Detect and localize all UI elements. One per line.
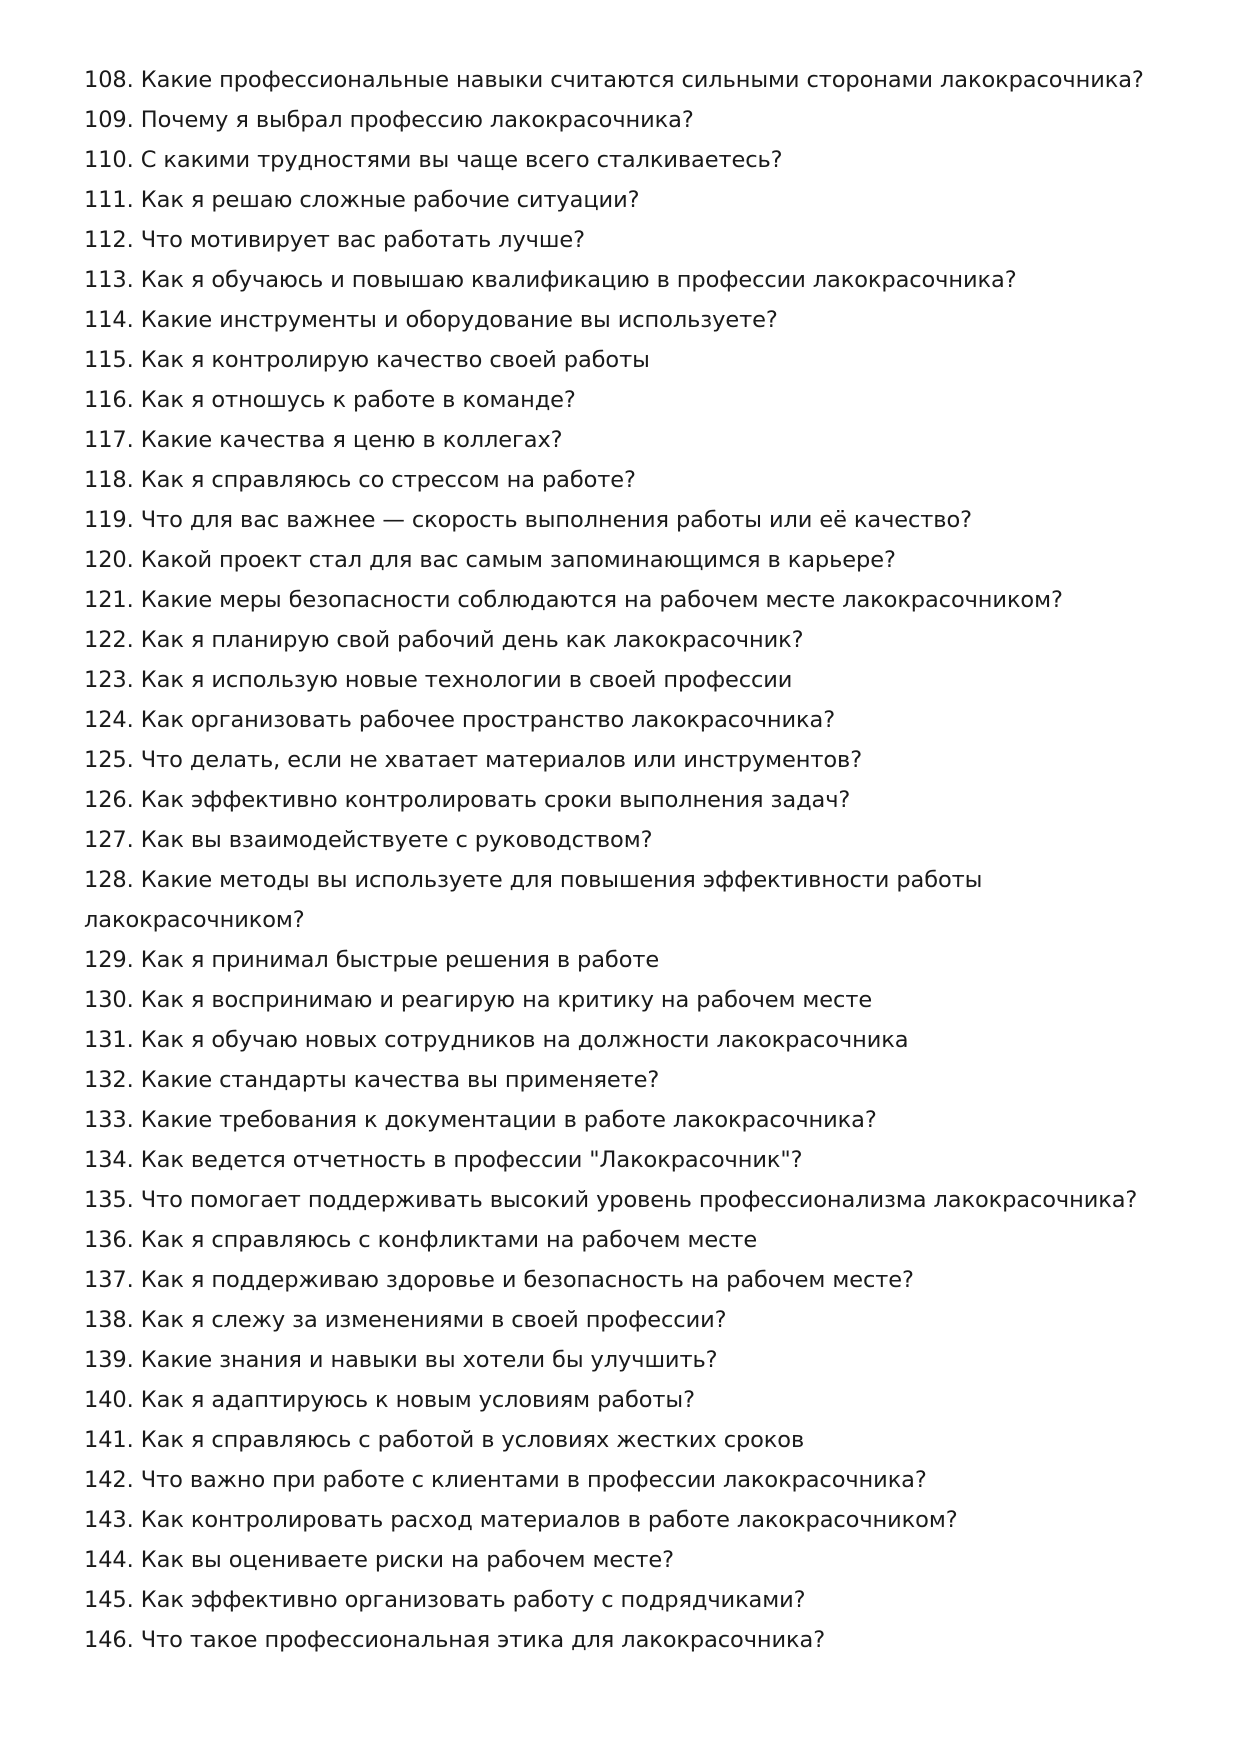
question-number: 129 . bbox=[84, 947, 141, 973]
question-text: Какие методы вы используете для повышения эффективности работы лакокрасочником? bbox=[84, 867, 983, 933]
question-number: 122 . bbox=[84, 627, 141, 653]
question-item bbox=[84, 500, 1174, 540]
question-text: Какой проект стал для вас самым запоминающимся в карьере? bbox=[140, 547, 896, 573]
question-item bbox=[84, 940, 1174, 980]
question-item bbox=[84, 220, 1174, 260]
question-item bbox=[84, 380, 1174, 420]
question-number: 115 . bbox=[84, 347, 141, 373]
question-item bbox=[84, 580, 1174, 620]
question-text: Что делать, если не хватает материалов или инструментов? bbox=[140, 747, 863, 773]
question-text: Как я обучаюсь и повышаю квалификацию в профессии лакокрасочника? bbox=[140, 267, 1017, 293]
question-number: 141 . bbox=[84, 1427, 141, 1453]
question-text: Как эффективно организовать работу с подрядчиками? bbox=[140, 1587, 806, 1613]
question-number: 133 . bbox=[84, 1107, 141, 1133]
question-item bbox=[84, 1460, 1174, 1500]
question-number: 117 . bbox=[84, 427, 141, 453]
question-text: Как я справляюсь со стрессом на работе? bbox=[140, 467, 636, 493]
question-text: Почему я выбрал профессию лакокрасочника? bbox=[140, 107, 694, 133]
question-text: Как организовать рабочее пространство лакокрасочника? bbox=[140, 707, 836, 733]
question-item bbox=[84, 1300, 1174, 1340]
question-text: Что для вас важнее — скорость выполнения работы или её качество? bbox=[140, 507, 972, 533]
question-item bbox=[84, 1020, 1174, 1060]
question-number: 146 . bbox=[84, 1627, 141, 1653]
question-item bbox=[84, 1540, 1174, 1580]
question-text: Как я отношусь к работе в команде? bbox=[140, 387, 576, 413]
question-number: 123 . bbox=[84, 667, 141, 693]
question-number: 125 . bbox=[84, 747, 141, 773]
question-text: Как я планирую свой рабочий день как лакокрасочник? bbox=[140, 627, 804, 653]
question-item bbox=[84, 260, 1174, 300]
question-number: 135 . bbox=[84, 1187, 141, 1213]
question-text: Как я справляюсь с работой в условиях жестких сроков bbox=[140, 1427, 805, 1453]
question-text: Как я контролирую качество своей работы bbox=[140, 347, 650, 373]
question-number: 111 . bbox=[84, 187, 141, 213]
question-number: 137 . bbox=[84, 1267, 141, 1293]
question-text: Какие меры безопасности соблюдаются на рабочем месте лакокрасочником? bbox=[140, 587, 1063, 613]
question-text: Как вы оцениваете риски на рабочем месте? bbox=[140, 1547, 674, 1573]
question-item bbox=[84, 700, 1174, 740]
question-text: Как я воспринимаю и реагирую на критику на рабочем месте bbox=[140, 987, 873, 1013]
question-text: Что мотивирует вас работать лучше? bbox=[140, 227, 585, 253]
question-item bbox=[84, 460, 1174, 500]
question-text: Как я использую новые технологии в своей профессии bbox=[140, 667, 793, 693]
question-item bbox=[84, 340, 1174, 380]
question-number: 127 . bbox=[84, 827, 141, 853]
question-text: Как контролировать расход материалов в работе лакокрасочником? bbox=[140, 1507, 958, 1533]
question-item bbox=[84, 740, 1174, 780]
question-number: 113 . bbox=[84, 267, 141, 293]
question-item bbox=[84, 980, 1174, 1020]
question-item bbox=[84, 1260, 1174, 1300]
question-item bbox=[84, 660, 1174, 700]
question-item bbox=[84, 860, 1174, 940]
question-text: Какие стандарты качества вы применяете? bbox=[140, 1067, 660, 1093]
question-text: Как я слежу за изменениями в своей профессии? bbox=[140, 1307, 727, 1333]
question-text: Как я решаю сложные рабочие ситуации? bbox=[140, 187, 640, 213]
question-item bbox=[84, 1500, 1174, 1540]
question-number: 120 . bbox=[84, 547, 141, 573]
question-number: 128 . bbox=[84, 867, 141, 893]
question-number: 132 . bbox=[84, 1067, 141, 1093]
question-number: 121 . bbox=[84, 587, 141, 613]
question-number: 145 . bbox=[84, 1587, 141, 1613]
question-number: 140 . bbox=[84, 1387, 141, 1413]
question-item bbox=[84, 1100, 1174, 1140]
question-text: Как вы взаимодействуете с руководством? bbox=[140, 827, 653, 853]
question-item bbox=[84, 1220, 1174, 1260]
question-item bbox=[84, 1180, 1174, 1220]
question-item bbox=[84, 1140, 1174, 1180]
question-item bbox=[84, 1340, 1174, 1380]
question-number: 144 . bbox=[84, 1547, 141, 1573]
question-list bbox=[84, 60, 1174, 1660]
question-item bbox=[84, 180, 1174, 220]
question-number: 109 . bbox=[84, 107, 141, 133]
question-number: 126 . bbox=[84, 787, 141, 813]
question-text: Что важно при работе с клиентами в профессии лакокрасочника? bbox=[140, 1467, 927, 1493]
question-number: 136 . bbox=[84, 1227, 141, 1253]
question-text: Какие требования к документации в работе лакокрасочника? bbox=[140, 1107, 877, 1133]
question-text: Что такое профессиональная этика для лакокрасочника? bbox=[140, 1627, 826, 1653]
question-number: 110 . bbox=[84, 147, 141, 173]
question-number: 124 . bbox=[84, 707, 141, 733]
question-item bbox=[84, 820, 1174, 860]
question-item bbox=[84, 60, 1174, 100]
question-item bbox=[84, 140, 1174, 180]
question-text: С какими трудностями вы чаще всего сталкиваетесь? bbox=[140, 147, 783, 173]
question-number: 142 . bbox=[84, 1467, 141, 1493]
question-item bbox=[84, 300, 1174, 340]
question-number: 130 . bbox=[84, 987, 141, 1013]
question-number: 131 . bbox=[84, 1027, 141, 1053]
question-number: 138 . bbox=[84, 1307, 141, 1333]
question-item bbox=[84, 1580, 1174, 1620]
question-text: Как я обучаю новых сотрудников на должности лакокрасочника bbox=[140, 1027, 909, 1053]
question-text: Какие знания и навыки вы хотели бы улучшить? bbox=[140, 1347, 718, 1373]
question-item bbox=[84, 780, 1174, 820]
question-item bbox=[84, 1620, 1174, 1660]
question-text: Как я принимал быстрые решения в работе bbox=[140, 947, 660, 973]
question-number: 116 . bbox=[84, 387, 141, 413]
question-number: 139 . bbox=[84, 1347, 141, 1373]
question-item bbox=[84, 620, 1174, 660]
question-number: 119 . bbox=[84, 507, 141, 533]
question-number: 114 . bbox=[84, 307, 141, 333]
question-item bbox=[84, 100, 1174, 140]
question-text: Как ведется отчетность в профессии "Лакокрасочник"? bbox=[140, 1147, 803, 1173]
question-text: Какие профессиональные навыки считаются сильными сторонами лакокрасочника? bbox=[140, 67, 1144, 93]
question-text: Какие качества я ценю в коллегах? bbox=[140, 427, 563, 453]
question-text: Как я справляюсь с конфликтами на рабочем месте bbox=[140, 1227, 758, 1253]
question-item bbox=[84, 540, 1174, 580]
question-text: Что помогает поддерживать высокий уровень профессионализма лакокрасочника? bbox=[140, 1187, 1138, 1213]
question-text: Как эффективно контролировать сроки выполнения задач? bbox=[140, 787, 851, 813]
question-item bbox=[84, 1060, 1174, 1100]
question-number: 112 . bbox=[84, 227, 141, 253]
question-item bbox=[84, 420, 1174, 460]
question-item bbox=[84, 1420, 1174, 1460]
question-text: Как я поддерживаю здоровье и безопасность на рабочем месте? bbox=[140, 1267, 914, 1293]
question-number: 108 . bbox=[84, 67, 141, 93]
question-text: Какие инструменты и оборудование вы используете? bbox=[140, 307, 778, 333]
question-item bbox=[84, 1380, 1174, 1420]
question-text: Как я адаптируюсь к новым условиям работы? bbox=[140, 1387, 695, 1413]
question-number: 134 . bbox=[84, 1147, 141, 1173]
question-number: 118 . bbox=[84, 467, 141, 493]
question-number: 143 . bbox=[84, 1507, 141, 1533]
